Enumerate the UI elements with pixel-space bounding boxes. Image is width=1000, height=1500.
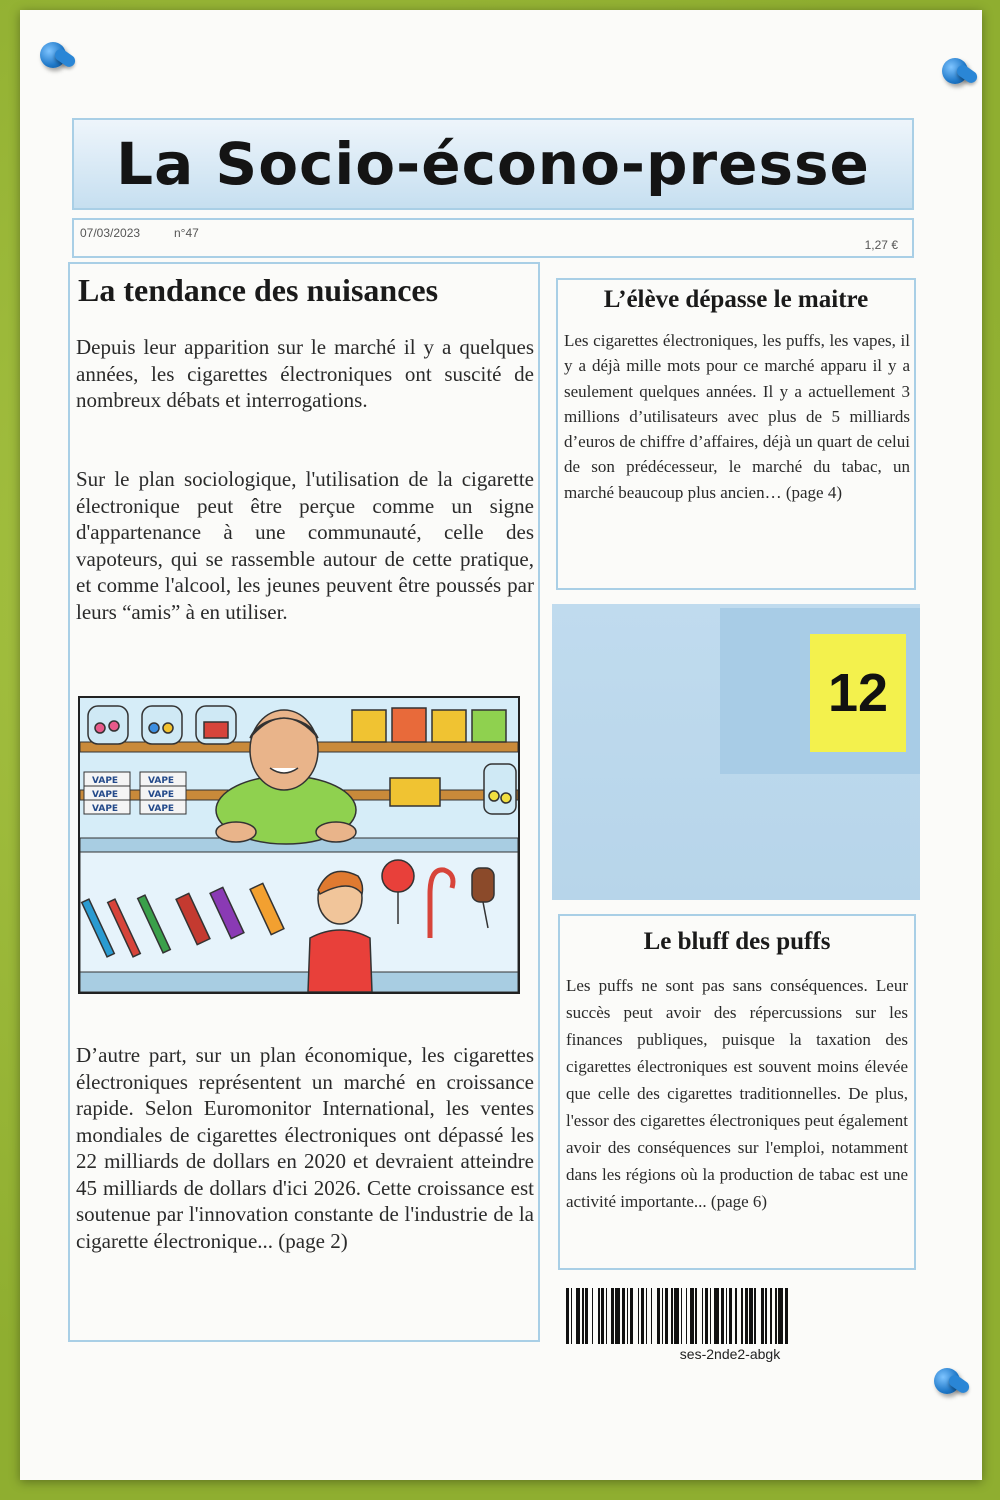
side-article-2-text: Les puffs ne sont pas sans conséquences. Leur succès peut avoir des répercussions sur les finances publiques, puisque la taxation des cigarettes électroniques est souvent moins élevée que celle des cigarettes traditionnelles. De plus, l'essor des cigarettes électroniques peut également avoir des conséquences sur l'emploi, notamment dans les régions où la production de tabac est une activité importante... (page 6) bbox=[566, 976, 908, 1211]
issue-number: n°47 bbox=[174, 226, 199, 240]
main-article-paragraph-1: Depuis leur apparition sur le marché il y a quelques années, les cigarettes électroniques ont suscité de nombreux débats et interrogations. bbox=[76, 335, 534, 412]
side-article-1 bbox=[556, 278, 916, 590]
cartoon-illustration bbox=[78, 696, 520, 994]
image-placeholder-panel bbox=[552, 604, 920, 900]
push-pin-top-left bbox=[40, 42, 66, 68]
vape-box-label-1: VAPE bbox=[92, 776, 119, 786]
side-article-1-title: L’élève dépasse le maitre bbox=[603, 286, 869, 313]
main-article-paragraph-2: Sur le plan sociologique, l'utilisation de la cigarette électronique peut être perçue comme un signe d'appartenance à une communauté, celle des vapoteurs, qui se rassemble autour de cette pratique, et comme l'alcool, les jeunes peuvent être poussés par leurs “amis” à en utiliser. bbox=[76, 467, 534, 624]
vape-box-label-3: VAPE bbox=[92, 804, 119, 814]
vape-box-label-5: VAPE bbox=[148, 790, 175, 800]
issue-info-bar bbox=[72, 218, 914, 258]
vape-box-label-6: VAPE bbox=[148, 804, 175, 814]
side-article-2-title: Le bluff des puffs bbox=[643, 928, 831, 955]
barcode-bar bbox=[788, 1288, 791, 1344]
newspaper-title: La Socio-écono-presse bbox=[116, 130, 870, 198]
push-pin-bottom-right bbox=[934, 1368, 960, 1394]
main-article-title: La tendance des nuisances bbox=[78, 272, 439, 308]
vape-box-label-4: VAPE bbox=[148, 776, 175, 786]
barcode-label: ses-2nde2-abgk bbox=[679, 1346, 781, 1362]
main-article-paragraph-3: D’autre part, sur un plan économique, les cigarettes électroniques représentent un marché en croissance rapide. Selon Euromonitor International, les ventes mondiales de cigarettes électroniques ont dépassé les 22 milliards de dollars en 2020 et devraient atteindre 45 milliards de dollars d'ici 2026. Cette croissance est soutenue par l'innovation constante de l'industrie de la cigarette électronique... (page 2) bbox=[76, 1043, 534, 1253]
masthead bbox=[72, 118, 914, 210]
push-pin-top-right bbox=[942, 58, 968, 84]
side-article-2 bbox=[558, 914, 916, 1270]
side-article-1-text: Les cigarettes électroniques, les puffs, les vapes, il y a déjà mille mots pour ce marché apparu il y a seulement quelques années. Il y a actuellement 3 millions d’utilisateurs avec plus de 5 milliards d’euros de chiffre d’affaires, déjà un quart de celui de son prédécesseur, le marché du tabac, un marché beaucoup plus ancien… (page 4) bbox=[564, 331, 910, 502]
number-tag: 12 bbox=[810, 634, 906, 752]
main-article bbox=[68, 262, 540, 1342]
issue-date: 07/03/2023 bbox=[80, 226, 141, 240]
vape-box-label-2: VAPE bbox=[92, 790, 119, 800]
barcode bbox=[566, 1288, 894, 1344]
issue-price: 1,27 € bbox=[864, 238, 898, 252]
